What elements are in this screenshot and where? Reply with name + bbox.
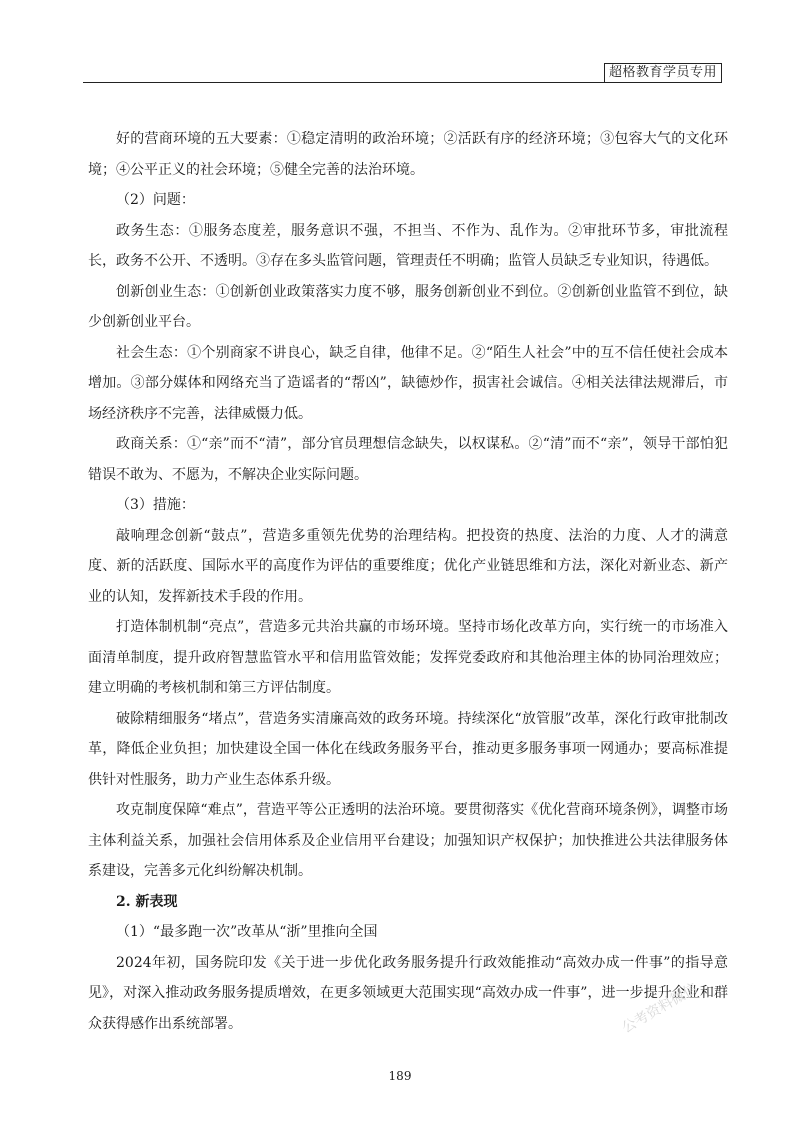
document-body (88, 124, 728, 1039)
paragraph-measure-3: 破除精细服务“堵点”，营造务实清廉高效的政务环境。持续深化“放管服”改革，深化行政审批制改革，降低企业负担；加快建设全国一体化在线政务服务平台，推动更多服务事项一网通办；要高标准提供针对性服务，助力产业生态体系升级。 (88, 710, 728, 788)
subheading-most-one-trip: （1）“最多跑一次”改革从“浙”里推向全国 (116, 924, 378, 940)
section-heading-new-performance: 2. 新表现 (116, 893, 178, 910)
paragraph-measure-2: 打造体制机制“亮点”，营造多元共治共赢的市场环境。坚持市场化改革方向，实行统一的市场准入面清单制度，提升政府智慧监管水平和信用监管效能；发挥党委政府和其他治理主体的协同治理效应；建立明确的考核机制和第三方评估制度。 (88, 619, 728, 696)
header-rule (83, 82, 722, 83)
page-number: 189 (388, 1069, 412, 1083)
watermark: 公考资料微信 (619, 980, 701, 1037)
paragraph-government-business: 政商关系：①“亲”而不“清”，部分官员理想信念缺失，以权谋私。②“清”而不“亲”，领导干部怕犯错误不敢为、不愿为，不解决企业实际问题。 (88, 436, 728, 483)
paragraph-innovation-ecology: 创新创业生态：①创新创业政策落实力度不够，服务创新创业不到位。②创新创业监管不到位，缺少创新创业平台。 (88, 283, 728, 330)
paragraph-measure-4: 攻克制度保障“难点”，营造平等公正透明的法治环境。要贯彻落实《优化营商环境条例》，调整市场主体利益关系，加强社会信用体系及企业信用平台建设；加强知识产权保护；加快推进公共法律服务体系建设，完善多元化纠纷解决机制。 (88, 802, 728, 879)
paragraph-social-ecology: 社会生态：①个别商家不讲良心，缺乏自律，他律不足。②“陌生人社会”中的互不信任使社会成本增加。③部分媒体和网络充当了造谣者的“帮凶”，缺德炒作，损害社会诚信。④相关法律法规滞后，市场经济秩序不完善，法律威慑力低。 (88, 344, 728, 422)
paragraph-measures-heading: （3）措施： (116, 497, 195, 513)
paragraph-2024-guideline: 2024年初，国务院印发《关于进一步优化政务服务提升行政效能推动“高效办成一件事”的指导意见》，对深入推动政务服务提质增效，在更多领域更大范围实现“高效办成一件事”，进一步提升企业和群众获得感作出系统部署。 (88, 954, 728, 1032)
paragraph-problems-heading: （2）问题： (116, 192, 195, 208)
paragraph-government-ecology: 政务生态：①服务态度差，服务意识不强，不担当、不作为、乱作为。②审批环节多，审批流程长，政务不公开、不透明。③存在多头监管问题，管理责任不明确；监管人员缺乏专业知识，待遇低。 (88, 222, 728, 269)
paragraph-elements: 好的营商环境的五大要素：①稳定清明的政治环境；②活跃有序的经济环境；③包容大气的文化环境；④公平正义的社会环境；⑤健全完善的法治环境。 (88, 131, 728, 178)
header-badge: 超格教育学员专用 (604, 63, 722, 83)
paragraph-measure-1: 敲响理念创新“鼓点”，营造多重领先优势的治理结构。把投资的热度、法治的力度、人才的满意度、新的活跃度、国际水平的高度作为评估的重要维度；优化产业链思维和方法，深化对新业态、新产业的认知，发挥新技术手段的作用。 (88, 527, 728, 605)
